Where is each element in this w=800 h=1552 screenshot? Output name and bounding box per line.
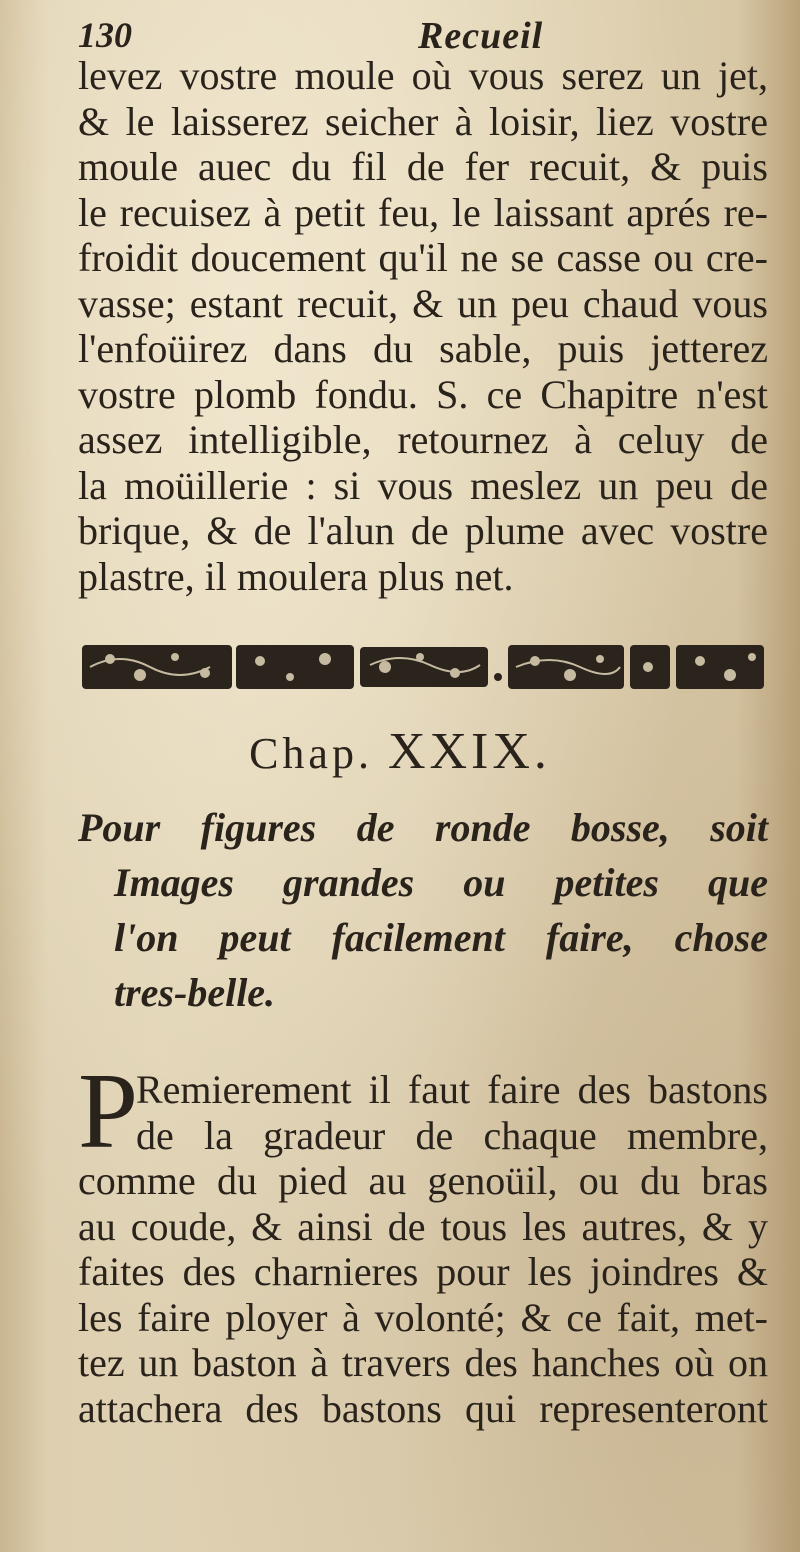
text-line: les faire ployer à volonté; & ce fait, met- [78,1294,768,1340]
page-number: 130 [78,15,132,55]
text-line: & le laisserez seicher à loisir, liez vostre [78,98,768,144]
chapter-label: Chap. [249,729,373,778]
running-title: Recueil [418,15,544,57]
text-line: tez un baston à travers des hanches où on [78,1340,768,1385]
text-line: brique, & de l'alun de plume avec vostre [78,508,768,553]
subtitle-line: Pour figures de ronde bosse, soit [78,805,768,850]
running-head [78,14,760,57]
chapter-paragraph [78,1052,768,1431]
text-line: froidit doucement qu'il ne se casse ou cre- [78,235,768,280]
chapter-heading [0,722,800,781]
chapter-subtitle [78,800,768,1020]
text-line: au coude, & ainsi de tous les autres, & y [78,1203,768,1249]
text-line: de la gradeur de chaque membre, [136,1112,768,1158]
text-line: levez vostre moule où vous serez un jet, [78,53,768,98]
drop-cap: P [78,1052,139,1171]
text-line: faites des charnieres pour les joindres & [78,1249,768,1294]
printers-ornament-band-icon [80,637,766,697]
text-line: le recuisez à petit feu, le laissant aprés re- [78,189,768,235]
text-line: l'enfoüirez dans du sable, puis jetterez [78,326,768,371]
subtitle-line: l'on peut facilement faire, chose [114,915,768,960]
text-line: attachera des bastons qui representeront [78,1385,768,1431]
text-line: vasse; estant recuit, & un peu chaud vous [78,280,768,326]
text-line: Remierement il faut faire des bastons [136,1067,768,1112]
paragraph-continued [78,53,768,599]
text-line: moule auec du fil de fer recuit, & puis [78,144,768,189]
text-line: comme du pied au genoüil, ou du bras [78,1158,768,1203]
subtitle-line: Images grandes ou petites que [114,860,768,905]
text-line: la moüillerie : si vous meslez un peu de [78,462,768,508]
text-line: assez intelligible, retournez à celuy de [78,417,768,462]
subtitle-line: tres-belle. [114,970,276,1015]
text-line: vostre plomb fondu. S. ce Chapitre n'est [78,371,768,417]
chapter-number: XXIX. [387,723,551,780]
text-line: plastre, il moulera plus net. [78,553,514,599]
